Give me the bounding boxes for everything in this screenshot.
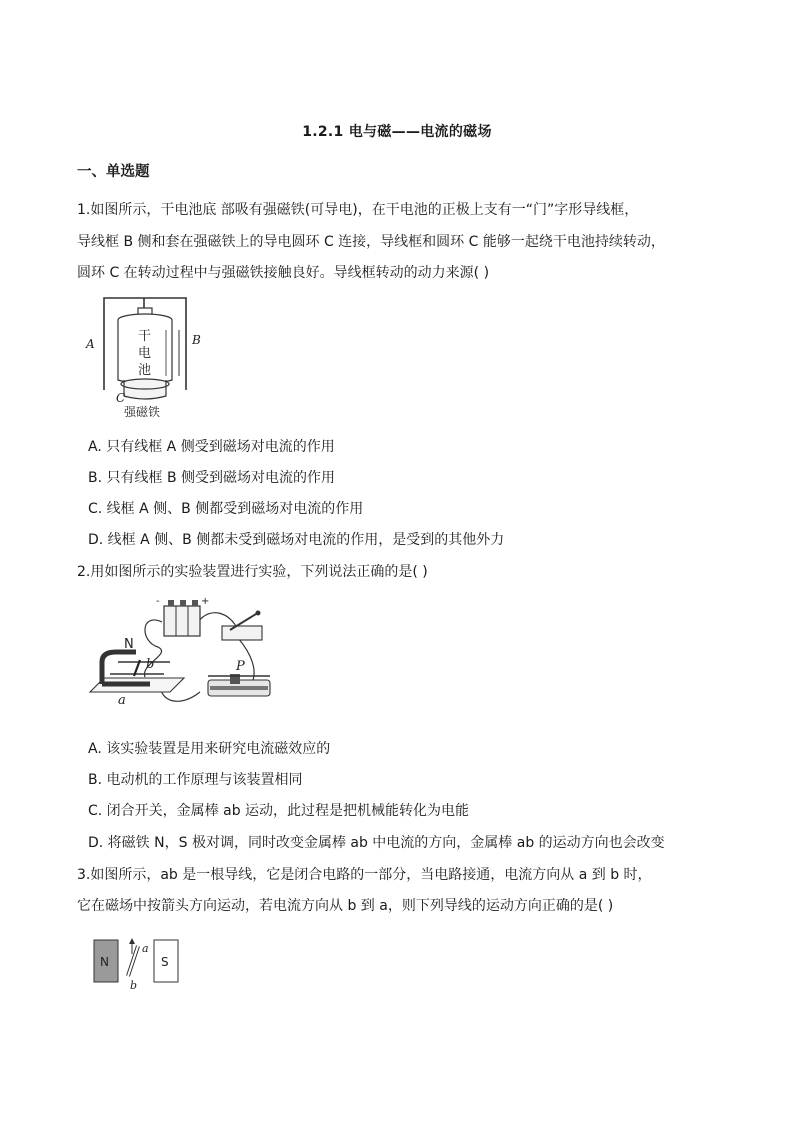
q2-option-b[interactable]: B. 电动机的工作原理与该装置相同 [88,772,303,788]
label-b: b [146,657,155,672]
battery-post-2 [180,600,186,606]
label-s: S [161,955,169,969]
page-title: 1.2.1 电与磁——电流的磁场 [302,124,492,140]
label-p: P [236,659,245,674]
q1-line-3: 圆环 C 在转动过程中与强磁铁接触良好。导线框转动的动力来源( ) [77,265,490,281]
wire-ab-inner [128,946,138,976]
q1-line-2: 导线框 B 侧和套在强磁铁上的导电圆环 C 连接，导线框和圆环 C 能够一起绕干电池持续转动， [77,234,665,250]
label-a: a [118,693,126,708]
battery-post-1 [168,600,174,606]
q1-option-a[interactable]: A. 只有线框 A 侧受到磁场对电流的作用 [88,439,335,455]
battery-magnet-figure [82,292,212,420]
motor-experiment-figure [80,592,280,720]
label-b: B [192,333,201,347]
q1-option-d[interactable]: D. 线框 A 侧、B 侧都未受到磁场对电流的作用，是受到的其他外力 [88,532,505,548]
switch-base [222,626,262,640]
section-heading: 一、单选题 [77,164,150,180]
label-c: C [116,391,126,405]
switch-handle [256,611,261,616]
magnet-label: 强磁铁 [124,405,161,419]
battery-char-2: 电 [138,346,152,361]
q2-option-a[interactable]: A. 该实验装置是用来研究电流磁效应的 [88,741,331,757]
q2-option-d[interactable]: D. 将磁铁 N，S 极对调，同时改变金属棒 ab 中电流的方向，金属棒 ab 的运动方向也会改变 [88,835,665,851]
battery-post-3 [192,600,198,606]
q1-line-1: 1.如图所示，干电池底 部吸有强磁铁(可导电)，在干电池的正极上支有一“门”字形导线框， [77,202,639,218]
battery-char-3: 池 [138,363,152,378]
q3-line-2: 它在磁场中按箭头方向运动，若电流方向从 b 到 a，则下列导线的运动方向正确的是( ) [77,898,614,914]
label-n: N [124,637,134,652]
label-a: A [86,337,95,351]
q1-option-b[interactable]: B. 只有线框 B 侧受到磁场对电流的作用 [88,470,336,486]
q3-line-1: 3.如图所示，ab 是一根导线，它是闭合电路的一部分，当电路接通，电流方向从 a 到 b 时， [77,867,652,883]
label-a: a [142,942,149,955]
q1-option-c[interactable]: C. 线框 A 侧、B 侧都受到磁场对电流的作用 [88,501,364,517]
motion-arrow-head [129,938,135,944]
label-b: b [130,979,138,992]
minus-sign: - [156,596,160,607]
q2-line-1: 2.用如图所示的实验装置进行实验，下列说法正确的是( ) [77,564,428,580]
plus-sign: + [201,596,210,607]
battery-char-1: 干 [138,329,152,344]
q2-option-c[interactable]: C. 闭合开关，金属棒 ab 运动，此过程是把机械能转化为电能 [88,803,470,819]
battery-box [164,606,200,636]
magnet-wire-figure [88,936,188,992]
label-n: N [100,955,109,969]
